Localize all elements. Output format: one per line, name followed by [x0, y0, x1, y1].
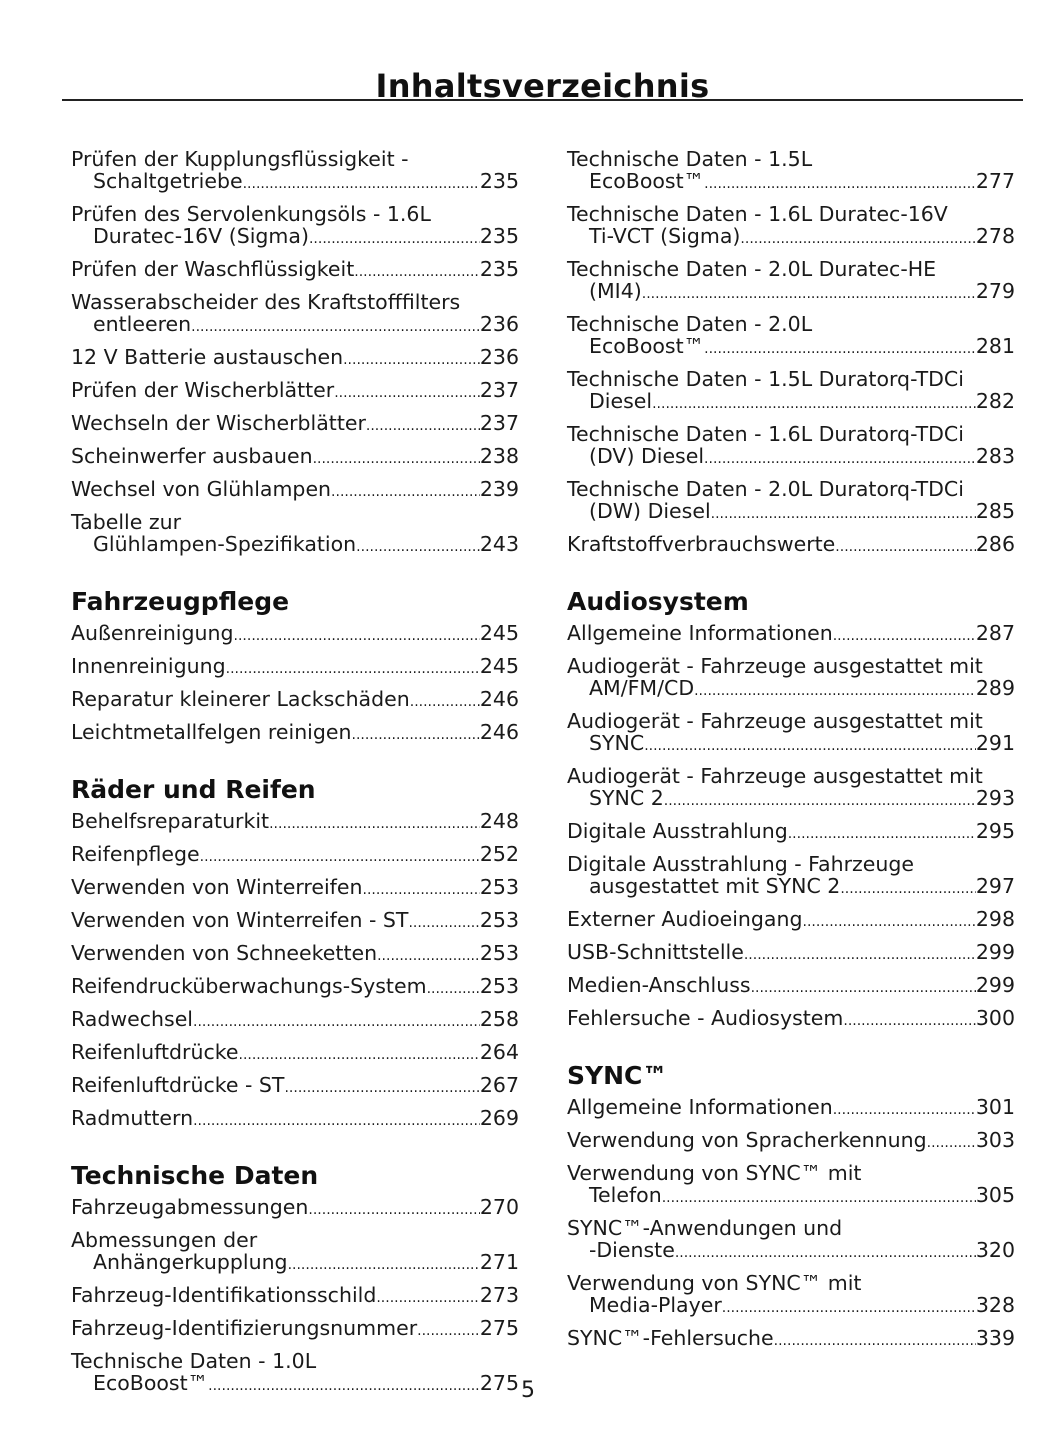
dot-leader — [191, 313, 480, 338]
entry-title: Duratec-16V (Sigma) — [93, 224, 309, 248]
toc-entry[interactable] — [71, 909, 519, 934]
entry-title: Prüfen der Kupplungsflüssigkeit - — [71, 147, 409, 171]
entry-title: Radwechsel — [71, 1007, 193, 1031]
toc-entry[interactable] — [567, 368, 1015, 415]
dot-leader — [408, 909, 479, 934]
toc-entry[interactable] — [71, 942, 519, 967]
toc-section — [71, 148, 519, 558]
toc-entry[interactable] — [71, 688, 519, 713]
toc-entry[interactable] — [71, 291, 519, 338]
dot-leader — [377, 942, 480, 967]
section-heading: Audiosystem — [567, 587, 749, 616]
toc-entry[interactable] — [71, 1284, 519, 1309]
dot-leader — [774, 1327, 976, 1352]
entry-title-line — [567, 787, 1015, 812]
dot-leader — [711, 500, 976, 525]
dot-leader — [363, 876, 480, 901]
entry-page-number: 283 — [975, 444, 1015, 468]
entry-title-line — [567, 445, 1015, 470]
entry-title: Reifenluftdrücke — [71, 1040, 239, 1064]
entry-title-line — [567, 1239, 1015, 1264]
entry-page-number: 297 — [975, 874, 1015, 898]
entry-title-line — [567, 941, 1015, 966]
entry-page-number: 291 — [975, 731, 1015, 755]
entry-title: USB-Schnittstelle — [567, 940, 744, 964]
entry-page-number: 239 — [479, 477, 519, 501]
entry-title: Reparatur kleinerer Lackschäden — [71, 687, 410, 711]
toc-entry[interactable] — [71, 478, 519, 503]
section-heading: SYNC™ — [567, 1061, 668, 1090]
entry-page-number: 270 — [479, 1195, 519, 1219]
dot-leader — [356, 533, 480, 558]
entry-title: Prüfen des Servolenkungsöls - 1.6L — [71, 202, 431, 226]
entry-title-line — [567, 1096, 1015, 1121]
entry-title-line — [567, 533, 1015, 558]
section-heading: Fahrzeugpflege — [71, 587, 290, 616]
entry-title-line — [71, 313, 519, 338]
entry-title-line — [71, 1251, 519, 1276]
dot-leader — [427, 975, 480, 1000]
dot-leader — [803, 908, 976, 933]
toc-entry[interactable] — [567, 1327, 1015, 1352]
entry-title: Verwenden von Winterreifen — [71, 875, 363, 899]
entry-page-number: 293 — [975, 786, 1015, 810]
entry-title: Reifendrucküberwachungs-System — [71, 974, 427, 998]
entry-title-line — [567, 622, 1015, 647]
entry-page-number: 299 — [975, 940, 1015, 964]
entry-page-number: 248 — [479, 809, 519, 833]
toc-entry[interactable] — [567, 974, 1015, 999]
entry-title-line — [567, 335, 1015, 360]
entry-title-line — [567, 908, 1015, 933]
entry-page-number: 287 — [975, 621, 1015, 645]
entry-title: EcoBoost™ — [589, 334, 705, 358]
entry-page-number: 299 — [975, 973, 1015, 997]
toc-entry[interactable] — [567, 1007, 1015, 1032]
entry-page-number: 277 — [975, 169, 1015, 193]
entry-page-number: 237 — [479, 378, 519, 402]
dot-leader — [744, 941, 976, 966]
entry-title: SYNC™-Anwendungen und — [567, 1216, 843, 1240]
entry-page-number: 253 — [479, 908, 519, 932]
entry-title-line — [71, 1041, 519, 1066]
entry-title-line — [71, 909, 519, 934]
entry-page-number: 269 — [479, 1106, 519, 1130]
toc-entry[interactable] — [71, 1074, 519, 1099]
dot-leader — [704, 335, 976, 360]
entry-page-number: 328 — [975, 1293, 1015, 1317]
dot-leader — [833, 622, 976, 647]
entry-title: Technische Daten - 2.0L Duratorq-TDCi — [567, 477, 964, 501]
dot-leader — [410, 688, 480, 713]
entry-title-line — [71, 942, 519, 967]
toc-entry[interactable] — [567, 423, 1015, 470]
entry-title: Fahrzeug-Identifizierungsnummer — [71, 1316, 418, 1340]
toc-entry[interactable] — [567, 258, 1015, 305]
entry-title: SYNC — [589, 731, 645, 755]
toc-entry[interactable] — [71, 1229, 519, 1276]
dot-leader — [309, 225, 480, 250]
entry-page-number: 235 — [479, 169, 519, 193]
entry-title-line — [71, 721, 519, 746]
entry-page-number: 246 — [479, 687, 519, 711]
entry-page-number: 235 — [479, 224, 519, 248]
entry-page-number: 235 — [479, 257, 519, 281]
entry-title: Media-Player — [589, 1293, 722, 1317]
dot-leader — [788, 820, 976, 845]
toc-entry[interactable] — [71, 876, 519, 901]
entry-title: Fahrzeug-Identifikationsschild — [71, 1283, 377, 1307]
entry-title: Außenreinigung — [71, 621, 234, 645]
entry-title-line — [567, 820, 1015, 845]
entry-title: (DW) Diesel — [589, 499, 711, 523]
toc-entry[interactable] — [567, 710, 1015, 757]
toc-section — [71, 772, 519, 1132]
entry-title-line — [71, 688, 519, 713]
entry-title-line — [567, 225, 1015, 250]
toc-entry[interactable] — [567, 313, 1015, 360]
entry-title: Externer Audioeingang — [567, 907, 803, 931]
entry-page-number: 267 — [479, 1073, 519, 1097]
entry-title-line — [71, 1008, 519, 1033]
toc-entry[interactable] — [71, 258, 519, 283]
entry-title: Medien-Anschluss — [567, 973, 751, 997]
entry-page-number: 236 — [479, 345, 519, 369]
entry-title-line — [567, 1007, 1015, 1032]
entry-title-line — [71, 346, 519, 371]
dot-leader — [193, 1008, 480, 1033]
entry-title-line — [71, 810, 519, 835]
entry-title: Behelfsreparaturkit — [71, 809, 270, 833]
entry-page-number: 305 — [975, 1183, 1015, 1207]
entry-title: Leichtmetallfelgen reinigen — [71, 720, 352, 744]
entry-title: Verwendung von SYNC™ mit — [567, 1161, 862, 1185]
entry-page-number: 243 — [479, 532, 519, 556]
dot-leader — [694, 677, 976, 702]
page-title: Inhaltsverzeichnis — [375, 67, 710, 106]
entry-title-line — [567, 875, 1015, 900]
entry-title-line — [567, 280, 1015, 305]
entry-title: Technische Daten - 2.0L Duratec-HE — [567, 257, 937, 281]
entry-title-line — [567, 1129, 1015, 1154]
toc-entry[interactable] — [567, 655, 1015, 702]
entry-title: Abmessungen der — [71, 1228, 258, 1252]
dot-leader — [308, 1196, 479, 1221]
toc-entry[interactable] — [567, 908, 1015, 933]
entry-title-line — [567, 677, 1015, 702]
entry-title: Anhängerkupplung — [93, 1250, 288, 1274]
toc-entry[interactable] — [71, 203, 519, 250]
entry-title: Fehlersuche - Audiosystem — [567, 1006, 844, 1030]
dot-leader — [376, 1284, 480, 1309]
toc-section — [567, 1058, 1015, 1352]
toc-entry[interactable] — [71, 1107, 519, 1132]
dot-leader — [200, 843, 480, 868]
entry-title: entleeren — [93, 312, 192, 336]
toc-entry[interactable] — [567, 1162, 1015, 1209]
entry-page-number: 273 — [479, 1283, 519, 1307]
toc-entry[interactable] — [567, 622, 1015, 647]
dot-leader — [343, 346, 480, 371]
entry-title: Glühlampen-Spezifikation — [93, 532, 357, 556]
toc-entry[interactable] — [71, 412, 519, 437]
entry-title-line — [71, 170, 519, 195]
dot-leader — [239, 1041, 480, 1066]
entry-title: Wechsel von Glühlampen — [71, 477, 332, 501]
entry-title-line — [71, 876, 519, 901]
toc-entry[interactable] — [567, 765, 1015, 812]
entry-title-line — [71, 1196, 519, 1221]
toc-entry[interactable] — [567, 203, 1015, 250]
entry-title: Diesel — [589, 389, 653, 413]
toc-entry[interactable] — [71, 346, 519, 371]
dot-leader — [193, 1107, 480, 1132]
entry-title-line — [71, 1284, 519, 1309]
toc-column-right — [567, 148, 1015, 1378]
entry-title: Technische Daten - 2.0L — [567, 312, 813, 336]
entry-title: (DV) Diesel — [589, 444, 705, 468]
entry-title-line — [71, 1317, 519, 1342]
entry-page-number: 281 — [975, 334, 1015, 358]
entry-page-number: 253 — [479, 974, 519, 998]
entry-page-number: 275 — [479, 1316, 519, 1340]
entry-title-line — [567, 974, 1015, 999]
entry-title-line — [71, 622, 519, 647]
toc-entry[interactable] — [71, 445, 519, 470]
entry-page-number: 303 — [975, 1128, 1015, 1152]
toc-entry[interactable] — [71, 1196, 519, 1221]
entry-title: EcoBoost™ — [589, 169, 705, 193]
toc-entry[interactable] — [567, 853, 1015, 900]
toc-entry[interactable] — [567, 1129, 1015, 1154]
entry-title: Tabelle zur — [71, 510, 182, 534]
entry-title: Digitale Ausstrahlung - Fahrzeuge — [567, 852, 915, 876]
entry-title: Telefon — [589, 1183, 662, 1207]
title-divider — [62, 99, 1023, 101]
toc-entry[interactable] — [71, 511, 519, 558]
entry-page-number: 275 — [479, 1371, 519, 1395]
entry-title: ausgestattet mit SYNC 2 — [589, 874, 841, 898]
entry-title: SYNC™-Fehlersuche — [567, 1326, 774, 1350]
dot-leader — [740, 225, 975, 250]
dot-leader — [284, 1074, 479, 1099]
dot-leader — [840, 875, 976, 900]
toc-entry[interactable] — [71, 1317, 519, 1342]
entry-page-number: 300 — [975, 1006, 1015, 1030]
dot-leader — [833, 1096, 976, 1121]
entry-page-number: 237 — [479, 411, 519, 435]
dot-leader — [642, 280, 976, 305]
entry-title: Ti-VCT (Sigma) — [589, 224, 741, 248]
entry-page-number: 246 — [479, 720, 519, 744]
entry-page-number: 245 — [479, 654, 519, 678]
toc-entry[interactable] — [567, 148, 1015, 195]
entry-title-line — [71, 478, 519, 503]
toc-section — [567, 148, 1015, 558]
entry-page-number: 253 — [479, 941, 519, 965]
toc-column-left — [71, 148, 519, 1423]
entry-title: Prüfen der Wischerblätter — [71, 378, 335, 402]
entry-title: Audiogerät - Fahrzeuge ausgestattet mit — [567, 654, 983, 678]
dot-leader — [334, 379, 480, 404]
entry-title-line — [567, 170, 1015, 195]
toc-entry[interactable] — [71, 622, 519, 647]
entry-title: Innenreinigung — [71, 654, 226, 678]
entry-page-number: 252 — [479, 842, 519, 866]
entry-title: Allgemeine Informationen — [567, 621, 833, 645]
entry-title-line — [567, 732, 1015, 757]
dot-leader — [354, 258, 480, 283]
dot-leader — [843, 1007, 975, 1032]
toc-entry[interactable] — [71, 148, 519, 195]
toc-entry[interactable] — [71, 810, 519, 835]
entry-title: Radmuttern — [71, 1106, 194, 1130]
entry-title: AM/FM/CD — [589, 676, 695, 700]
dot-leader — [331, 478, 480, 503]
entry-title: Technische Daten - 1.0L — [71, 1349, 317, 1373]
entry-title-line — [71, 1107, 519, 1132]
toc-entry[interactable] — [71, 379, 519, 404]
toc-entry[interactable] — [567, 941, 1015, 966]
entry-title-line — [567, 390, 1015, 415]
entry-title: Verwendung von Spracherkennung — [567, 1128, 927, 1152]
entry-page-number: 282 — [975, 389, 1015, 413]
entry-title-line — [71, 225, 519, 250]
toc-entry[interactable] — [71, 655, 519, 680]
entry-page-number: 278 — [975, 224, 1015, 248]
entry-title-line — [71, 975, 519, 1000]
dot-leader — [835, 533, 976, 558]
dot-leader — [269, 810, 480, 835]
entry-title: Digitale Ausstrahlung — [567, 819, 788, 843]
entry-page-number: 238 — [479, 444, 519, 468]
entry-title: Verwendung von SYNC™ mit — [567, 1271, 862, 1295]
dot-leader — [927, 1129, 976, 1154]
entry-title: Reifenpflege — [71, 842, 200, 866]
dot-leader — [664, 787, 976, 812]
entry-title-line — [567, 1294, 1015, 1319]
entry-title: Kraftstoffverbrauchswerte — [567, 532, 836, 556]
dot-leader — [366, 412, 480, 437]
entry-title: Audiogerät - Fahrzeuge ausgestattet mit — [567, 764, 983, 788]
dot-leader — [644, 732, 976, 757]
toc-section — [71, 584, 519, 746]
dot-leader — [652, 390, 976, 415]
entry-title-line — [71, 843, 519, 868]
toc-entry[interactable] — [71, 975, 519, 1000]
toc-section — [567, 584, 1015, 1032]
entry-title: Technische Daten - 1.6L Duratec-16V — [567, 202, 948, 226]
entry-title-line — [71, 379, 519, 404]
toc-entry[interactable] — [567, 478, 1015, 525]
entry-title: Allgemeine Informationen — [567, 1095, 833, 1119]
section-heading: Räder und Reifen — [71, 775, 316, 804]
entry-title: Verwenden von Schneeketten — [71, 941, 378, 965]
entry-page-number: 245 — [479, 621, 519, 645]
toc-entry[interactable] — [71, 1041, 519, 1066]
entry-title: Wasserabscheider des Kraftstofffilters — [71, 290, 461, 314]
toc-entry[interactable] — [567, 1217, 1015, 1264]
dot-leader — [662, 1184, 976, 1209]
toc-entry[interactable] — [71, 1008, 519, 1033]
entry-title: -Dienste — [589, 1238, 675, 1262]
toc-entry[interactable] — [567, 820, 1015, 845]
dot-leader — [288, 1251, 480, 1276]
entry-page-number: 271 — [479, 1250, 519, 1274]
entry-title: SYNC 2 — [589, 786, 664, 810]
toc-entry[interactable] — [567, 1272, 1015, 1319]
entry-page-number: 258 — [479, 1007, 519, 1031]
entry-title: 12 V Batterie austauschen — [71, 345, 344, 369]
entry-page-number: 253 — [479, 875, 519, 899]
dot-leader — [352, 721, 480, 746]
entry-page-number: 286 — [975, 532, 1015, 556]
entry-title: (MI4) — [589, 279, 642, 303]
entry-page-number: 301 — [975, 1095, 1015, 1119]
dot-leader — [704, 170, 976, 195]
entry-page-number: 339 — [975, 1326, 1015, 1350]
page-number: 5 — [521, 1378, 535, 1403]
entry-page-number: 264 — [479, 1040, 519, 1064]
toc-section — [71, 1158, 519, 1397]
entry-title-line — [567, 1327, 1015, 1352]
entry-page-number: 285 — [975, 499, 1015, 523]
entry-title-line — [71, 258, 519, 283]
entry-title-line — [71, 655, 519, 680]
entry-title: Technische Daten - 1.6L Duratorq-TDCi — [567, 422, 964, 446]
entry-title: Prüfen der Waschflüssigkeit — [71, 257, 355, 281]
dot-leader — [675, 1239, 976, 1264]
toc-entry[interactable] — [71, 721, 519, 746]
dot-leader — [313, 445, 480, 470]
entry-title-line — [567, 500, 1015, 525]
entry-title: Wechseln der Wischerblätter — [71, 411, 366, 435]
toc-entry[interactable] — [71, 843, 519, 868]
dot-leader — [243, 170, 480, 195]
entry-page-number: 320 — [975, 1238, 1015, 1262]
entry-title-line — [71, 1074, 519, 1099]
entry-title: Technische Daten - 1.5L Duratorq-TDCi — [567, 367, 964, 391]
entry-title: Fahrzeugabmessungen — [71, 1195, 309, 1219]
toc-entry[interactable] — [567, 1096, 1015, 1121]
entry-title-line — [71, 412, 519, 437]
entry-page-number: 236 — [479, 312, 519, 336]
dot-leader — [722, 1294, 976, 1319]
dot-leader — [226, 655, 480, 680]
entry-title: EcoBoost™ — [93, 1371, 209, 1395]
entry-title: Technische Daten - 1.5L — [567, 147, 813, 171]
entry-title: Audiogerät - Fahrzeuge ausgestattet mit — [567, 709, 983, 733]
entry-page-number: 289 — [975, 676, 1015, 700]
entry-page-number: 298 — [975, 907, 1015, 931]
entry-title: Reifenluftdrücke - ST — [71, 1073, 285, 1097]
dot-leader — [234, 622, 480, 647]
entry-title-line — [567, 1184, 1015, 1209]
entry-title-line — [71, 445, 519, 470]
entry-title: Verwenden von Winterreifen - ST — [71, 908, 409, 932]
dot-leader — [417, 1317, 480, 1342]
section-heading: Technische Daten — [71, 1161, 319, 1190]
toc-entry[interactable] — [567, 533, 1015, 558]
entry-title: Schaltgetriebe — [93, 169, 243, 193]
entry-page-number: 295 — [975, 819, 1015, 843]
dot-leader — [704, 445, 976, 470]
entry-title: Scheinwerfer ausbauen — [71, 444, 313, 468]
dot-leader — [751, 974, 976, 999]
entry-title-line — [71, 533, 519, 558]
entry-page-number: 279 — [975, 279, 1015, 303]
